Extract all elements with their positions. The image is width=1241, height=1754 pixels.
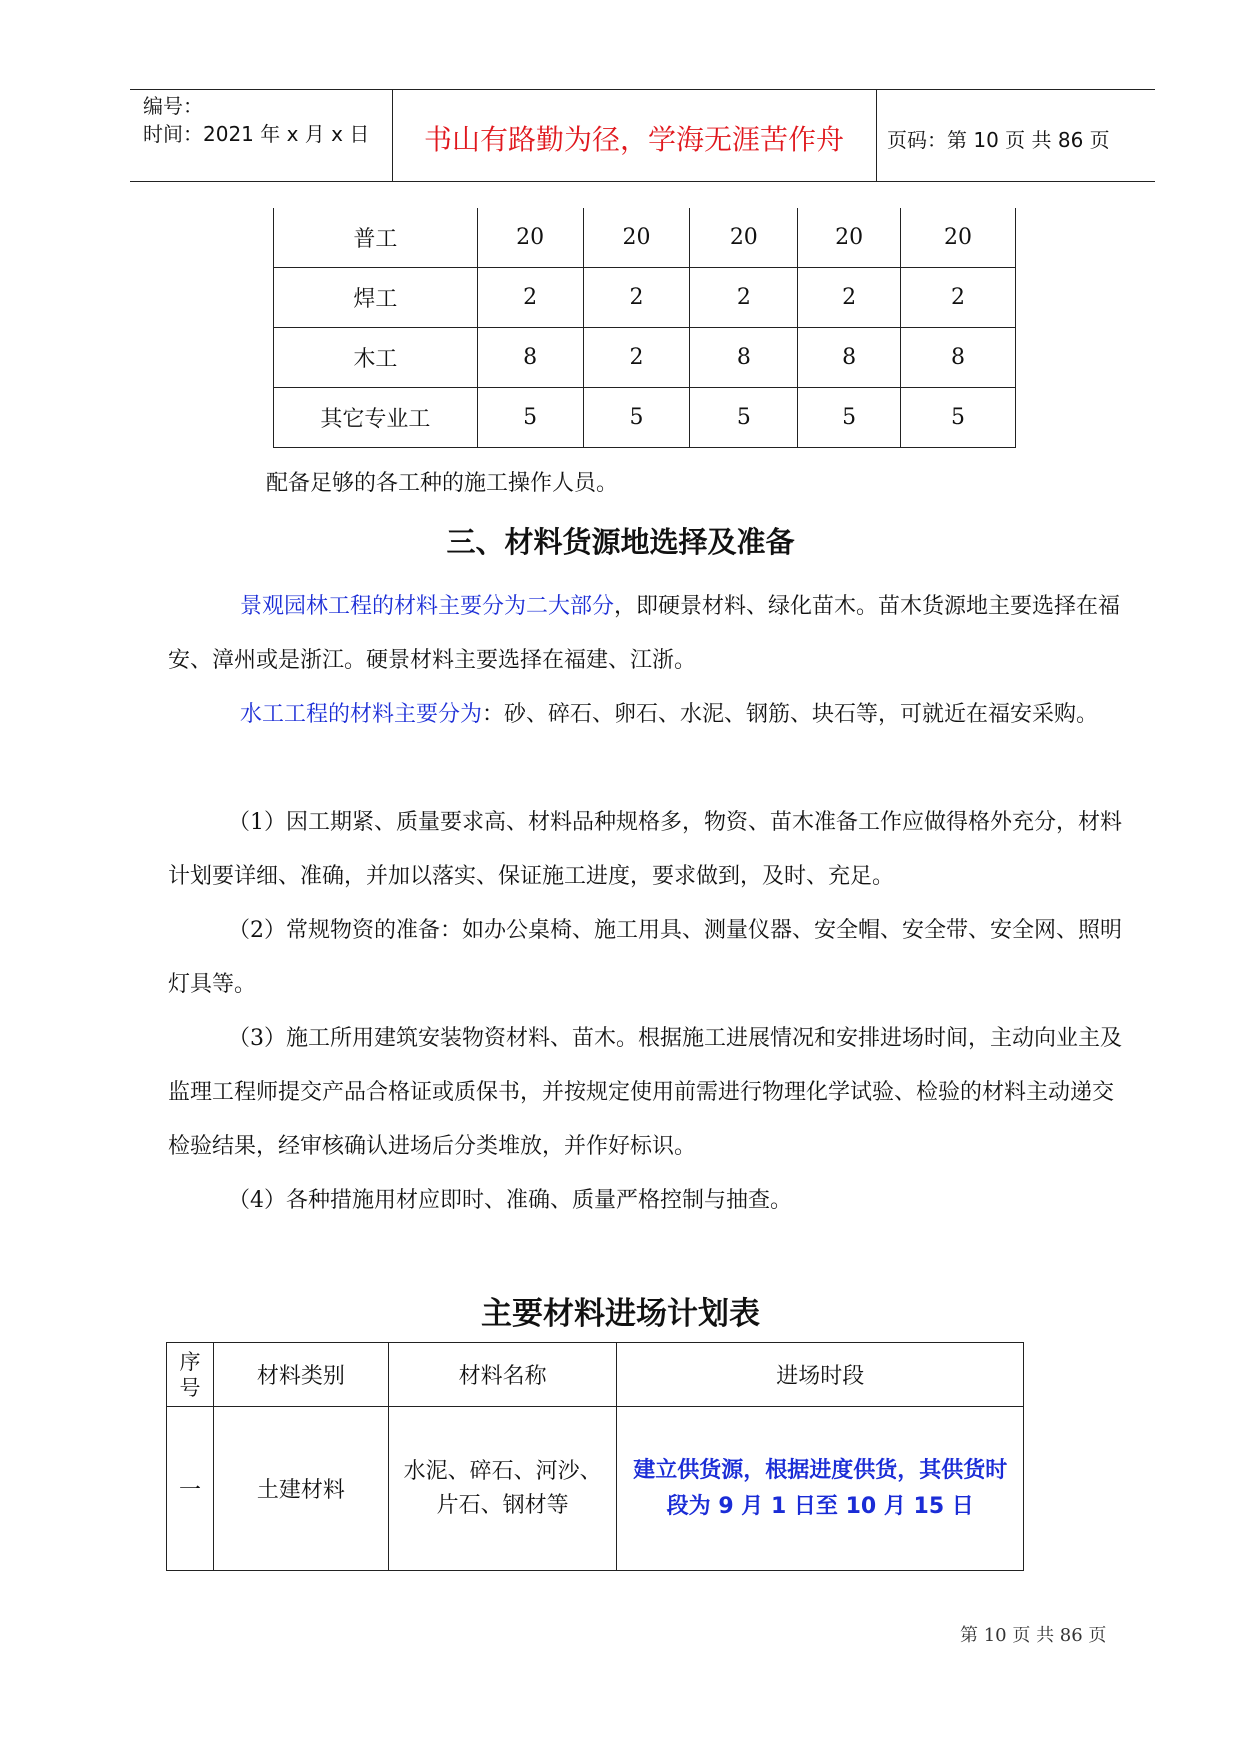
table-row <box>274 268 1016 328</box>
highlight-text: 水工工程的材料主要分为 <box>240 702 483 727</box>
worker-count: 20 <box>901 208 1016 268</box>
column-header-index: 序号 <box>167 1343 214 1407</box>
worker-count: 2 <box>798 268 901 328</box>
plan-table-title: 主要材料进场计划表 <box>481 1296 760 1332</box>
header-divider <box>876 89 877 182</box>
material-plan-table <box>166 1342 1024 1571</box>
worker-count: 5 <box>477 388 583 448</box>
worker-count: 5 <box>690 388 798 448</box>
highlight-text: 景观园林工程的材料主要分为二大部分 <box>240 594 615 619</box>
worker-count: 5 <box>901 388 1016 448</box>
worker-count: 5 <box>583 388 690 448</box>
worker-count: 5 <box>798 388 901 448</box>
header-number: 编号： <box>143 94 203 118</box>
row-index: 一 <box>167 1407 214 1571</box>
body-text: ：砂、碎石、卵石、水泥、钢筋、块石等，可就近在福安采购。 <box>482 702 1099 727</box>
column-header-name: 材料名称 <box>388 1343 617 1407</box>
row-material-names: 水泥、碎石、河沙、片石、钢材等 <box>388 1407 617 1571</box>
worker-count: 20 <box>583 208 690 268</box>
body-text: ，即硬景材料、绿化苗木。苗木货源地主要选择在福安、漳州或是浙江。硬景材料主要选择在福建、江浙。 <box>168 594 1121 673</box>
worker-type: 木工 <box>274 328 478 388</box>
worker-count: 20 <box>477 208 583 268</box>
header-page-number: 页码：第 10 页 共 86 页 <box>887 128 1110 152</box>
worker-type: 其它专业工 <box>274 388 478 448</box>
header-meta <box>143 92 369 148</box>
paragraph-water-materials <box>168 688 1123 742</box>
paragraph-item-2: （2）常规物资的准备：如办公桌椅、施工用具、测量仪器、安全帽、安全带、安全网、照明灯具等。 <box>168 918 1123 997</box>
worker-type: 焊工 <box>274 268 478 328</box>
worker-count: 2 <box>690 268 798 328</box>
row-category: 土建材料 <box>213 1407 388 1571</box>
worker-count: 2 <box>901 268 1016 328</box>
page-footer: 第 10 页 共 86 页 <box>960 1625 1107 1646</box>
worker-count: 8 <box>690 328 798 388</box>
staffing-note: 配备足够的各工种的施工操作人员。 <box>266 471 619 496</box>
paragraph-landscape-materials <box>168 580 1123 688</box>
paragraph-item-4: （4）各种措施用材应即时、准确、质量严格控制与抽查。 <box>228 1188 792 1213</box>
section-title: 三、材料货源地选择及准备 <box>446 525 795 559</box>
header-time: 时间：2021 年 x 月 x 日 <box>143 122 370 146</box>
workers-table <box>273 208 1016 448</box>
paragraph-item-3: （3）施工所用建筑安装物资材料、苗木。根据施工进展情况和安排进场时间，主动向业主及监理工程师提交产品合格证或质保书，并按规定使用前需进行物理化学试验、检验的材料主动递交检验结果，经审核确认进场后分类堆放，并作好标识。 <box>168 1026 1123 1159</box>
table-row <box>274 328 1016 388</box>
table-header-row <box>167 1343 1024 1407</box>
worker-count: 2 <box>477 268 583 328</box>
worker-count: 20 <box>798 208 901 268</box>
table-row <box>167 1407 1024 1571</box>
row-delivery-period: 建立供货源，根据进度供货，其供货时段为 9 月 1 日至 10 月 15 日 <box>617 1407 1024 1571</box>
worker-count: 2 <box>583 328 690 388</box>
worker-count: 2 <box>583 268 690 328</box>
column-header-period: 进场时段 <box>617 1343 1024 1407</box>
table-row <box>274 208 1016 268</box>
worker-count: 20 <box>690 208 798 268</box>
header-divider <box>392 89 393 182</box>
paragraph-item-1: （1）因工期紧、质量要求高、材料品种规格多，物资、苗木准备工作应做得格外充分，材料计划要详细、准确，并加以落实、保证施工进度，要求做到，及时、充足。 <box>168 810 1123 889</box>
worker-count: 8 <box>798 328 901 388</box>
worker-type: 普工 <box>274 208 478 268</box>
header-slogan: 书山有路勤为径，学海无涯苦作舟 <box>423 123 844 156</box>
table-row <box>274 388 1016 448</box>
header-bottom-rule <box>130 181 1155 182</box>
column-header-category: 材料类别 <box>213 1343 388 1407</box>
worker-count: 8 <box>477 328 583 388</box>
worker-count: 8 <box>901 328 1016 388</box>
header-top-rule <box>130 89 1155 90</box>
